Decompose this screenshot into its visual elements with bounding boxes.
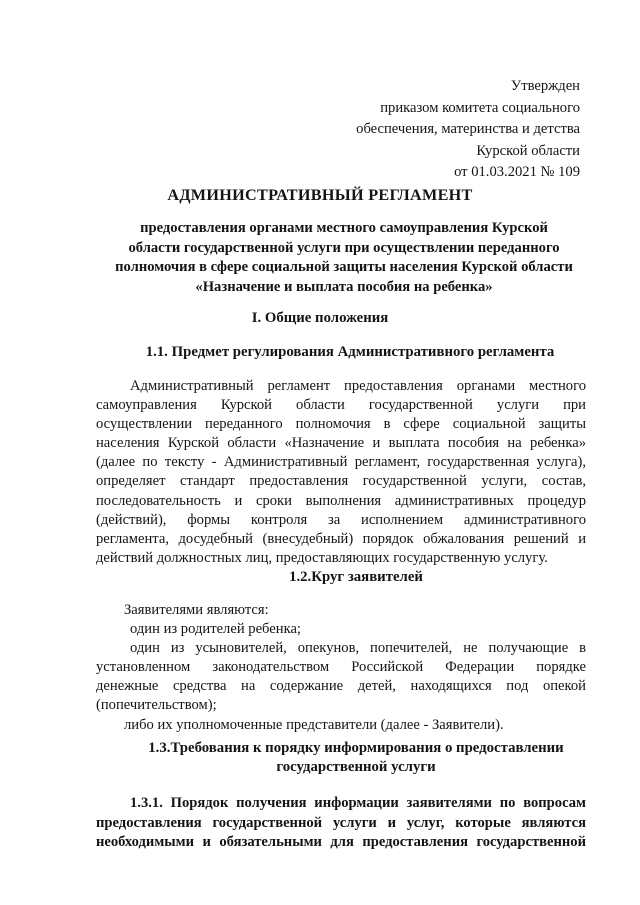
paragraph-line: последовательность и сроки выполнения административных процедур xyxy=(96,492,586,509)
document-subtitle xyxy=(96,219,592,297)
subtitle-line: области государственной услуги при осуществлении переданного xyxy=(128,239,560,256)
approval-date-number: от 01.03.2021 № 109 xyxy=(454,164,580,180)
list-item: либо их уполномоченные представители (далее - Заявители). xyxy=(124,716,504,733)
list-item: один из родителей ребенка; xyxy=(130,621,301,638)
paragraph-1-1 xyxy=(96,377,586,568)
subsection-heading-1-2: 1.2.Круг заявителей xyxy=(289,569,423,585)
approval-line: Утвержден xyxy=(510,78,580,94)
applicants-list xyxy=(96,601,586,735)
paragraph-line: осуществлении переданного полномочия в сфере социальной защиты xyxy=(96,416,586,433)
list-item-continuation: установленном законодательством Российской Федерации порядке xyxy=(96,659,586,676)
approval-line: обеспечения, материнства и детства xyxy=(356,121,580,137)
paragraph-1-3-1 xyxy=(96,794,586,853)
paragraph-line: действий должностных лиц, предоставляющих государственную услугу. xyxy=(96,549,548,566)
subsection-heading-1-1: 1.1. Предмет регулирования Административного регламента xyxy=(145,344,555,360)
approval-block xyxy=(356,76,580,184)
paragraph-line: Административный регламент предоставления органами местного xyxy=(130,378,586,394)
list-intro: Заявителями являются: xyxy=(124,602,269,618)
subtitle-line: полномочия в сфере социальной защиты населения Курской области xyxy=(115,259,573,275)
approval-line: приказом комитета социального xyxy=(380,99,580,116)
paragraph-line: регламента, досудебный (внесудебный) порядок обжалования решений и xyxy=(96,530,586,547)
subsection-heading-1-3: 1.3.Требования к порядку информирования о предоставлении xyxy=(148,740,564,756)
paragraph-line: самоуправления Курской области государственной услуги при xyxy=(96,397,586,414)
paragraph-line: предоставления государственной услуги и услуг, которые являются xyxy=(96,814,586,831)
paragraph-line: определяет стандарт предоставления государственной услуги, состав, xyxy=(96,473,586,490)
paragraph-line: необходимыми и обязательными для предоставления государственной xyxy=(96,834,586,850)
paragraph-line: (далее по тексту - Административный регламент, государственная услуга), xyxy=(96,454,586,471)
paragraph-line: (действий), формы контроля за исполнением административного xyxy=(96,511,586,528)
section-heading: I. Общие положения xyxy=(251,310,389,326)
list-item: один из усыновителей, опекунов, попечителей, не получающие в xyxy=(130,640,586,657)
approval-line: Курской области xyxy=(476,142,580,159)
subtitle-line: «Назначение и выплата пособия на ребенка» xyxy=(195,278,493,295)
subtitle-line: предоставления органами местного самоуправления Курской xyxy=(140,220,548,236)
list-item-continuation: денежные средства на содержание детей, находящихся под опекой xyxy=(96,678,586,695)
paragraph-line: 1.3.1. Порядок получения информации заявителями по вопросам xyxy=(130,795,586,811)
document-title: АДМИНИСТРАТИВНЫЙ РЕГЛАМЕНТ xyxy=(167,186,473,204)
paragraph-line: населения Курской области «Назначение и выплата пособия на ребенка» xyxy=(96,435,586,452)
list-item-continuation: (попечительством); xyxy=(96,697,217,714)
subsection-heading-1-3-cont: государственной услуги xyxy=(276,759,436,775)
